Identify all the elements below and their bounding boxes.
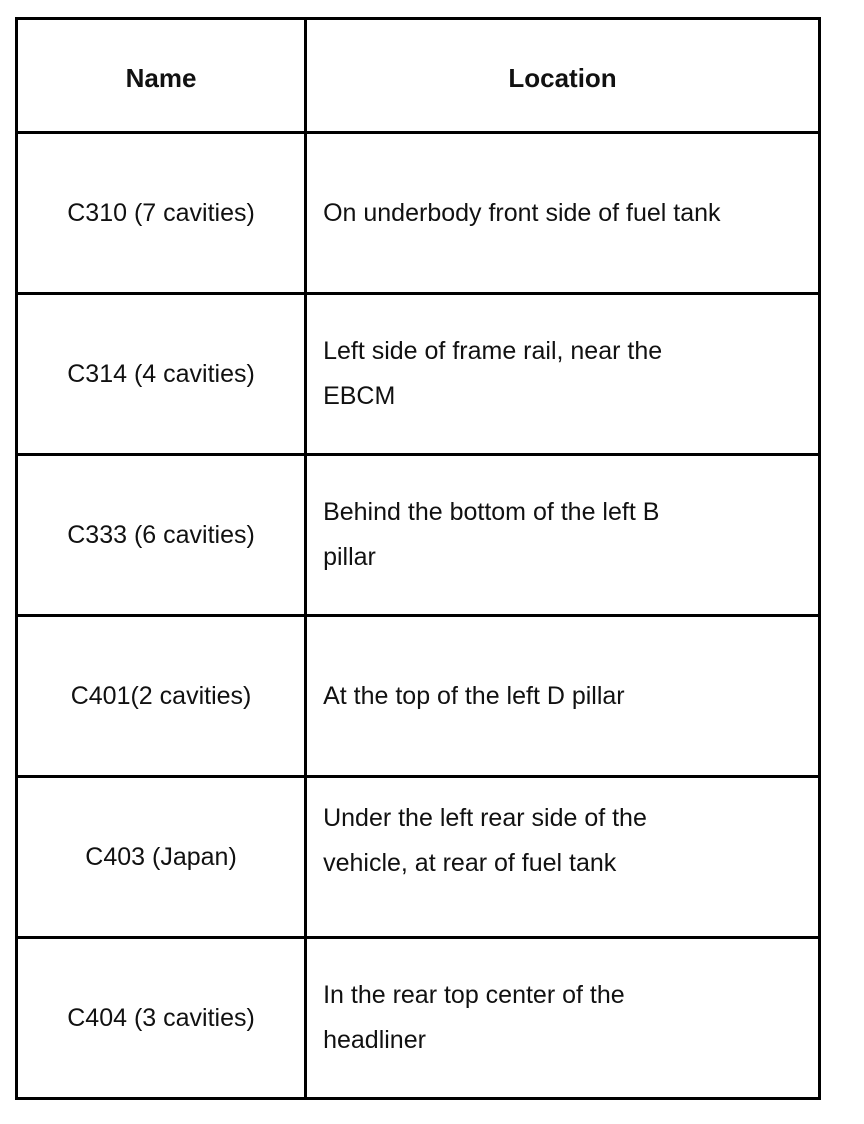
connector-location-cell <box>306 938 820 1099</box>
table-row <box>17 294 820 455</box>
connector-location-text: In the rear top center of the headliner <box>323 981 625 1054</box>
table-row <box>17 133 820 294</box>
connector-location-text: Behind the bottom of the left B pillar <box>323 498 660 571</box>
connector-name-cell: C333 (6 cavities) <box>17 455 306 616</box>
connector-location-cell <box>306 294 820 455</box>
connector-location-cell <box>306 133 820 294</box>
table-row <box>17 455 820 616</box>
column-header-location: Location <box>306 19 820 133</box>
connector-location-text: Under the left rear side of the vehicle, at rear of fuel tank <box>323 804 647 877</box>
connector-location-table <box>15 17 821 1100</box>
column-header-name: Name <box>17 19 306 133</box>
connector-name-cell: C401(2 cavities) <box>17 616 306 777</box>
connector-name-cell: C310 (7 cavities) <box>17 133 306 294</box>
connector-location-cell <box>306 616 820 777</box>
connector-location-cell <box>306 777 820 938</box>
connector-name-cell: C403 (Japan) <box>17 777 306 938</box>
table-header-row <box>17 19 820 133</box>
connector-name-cell: C314 (4 cavities) <box>17 294 306 455</box>
connector-name-cell: C404 (3 cavities) <box>17 938 306 1099</box>
connector-location-cell <box>306 455 820 616</box>
connector-location-text: Left side of frame rail, near the EBCM <box>323 337 663 410</box>
table-row <box>17 616 820 777</box>
table-row <box>17 777 820 938</box>
table-row <box>17 938 820 1099</box>
connector-location-text: On underbody front side of fuel tank <box>323 198 721 227</box>
connector-location-text: At the top of the left D pillar <box>323 681 625 710</box>
